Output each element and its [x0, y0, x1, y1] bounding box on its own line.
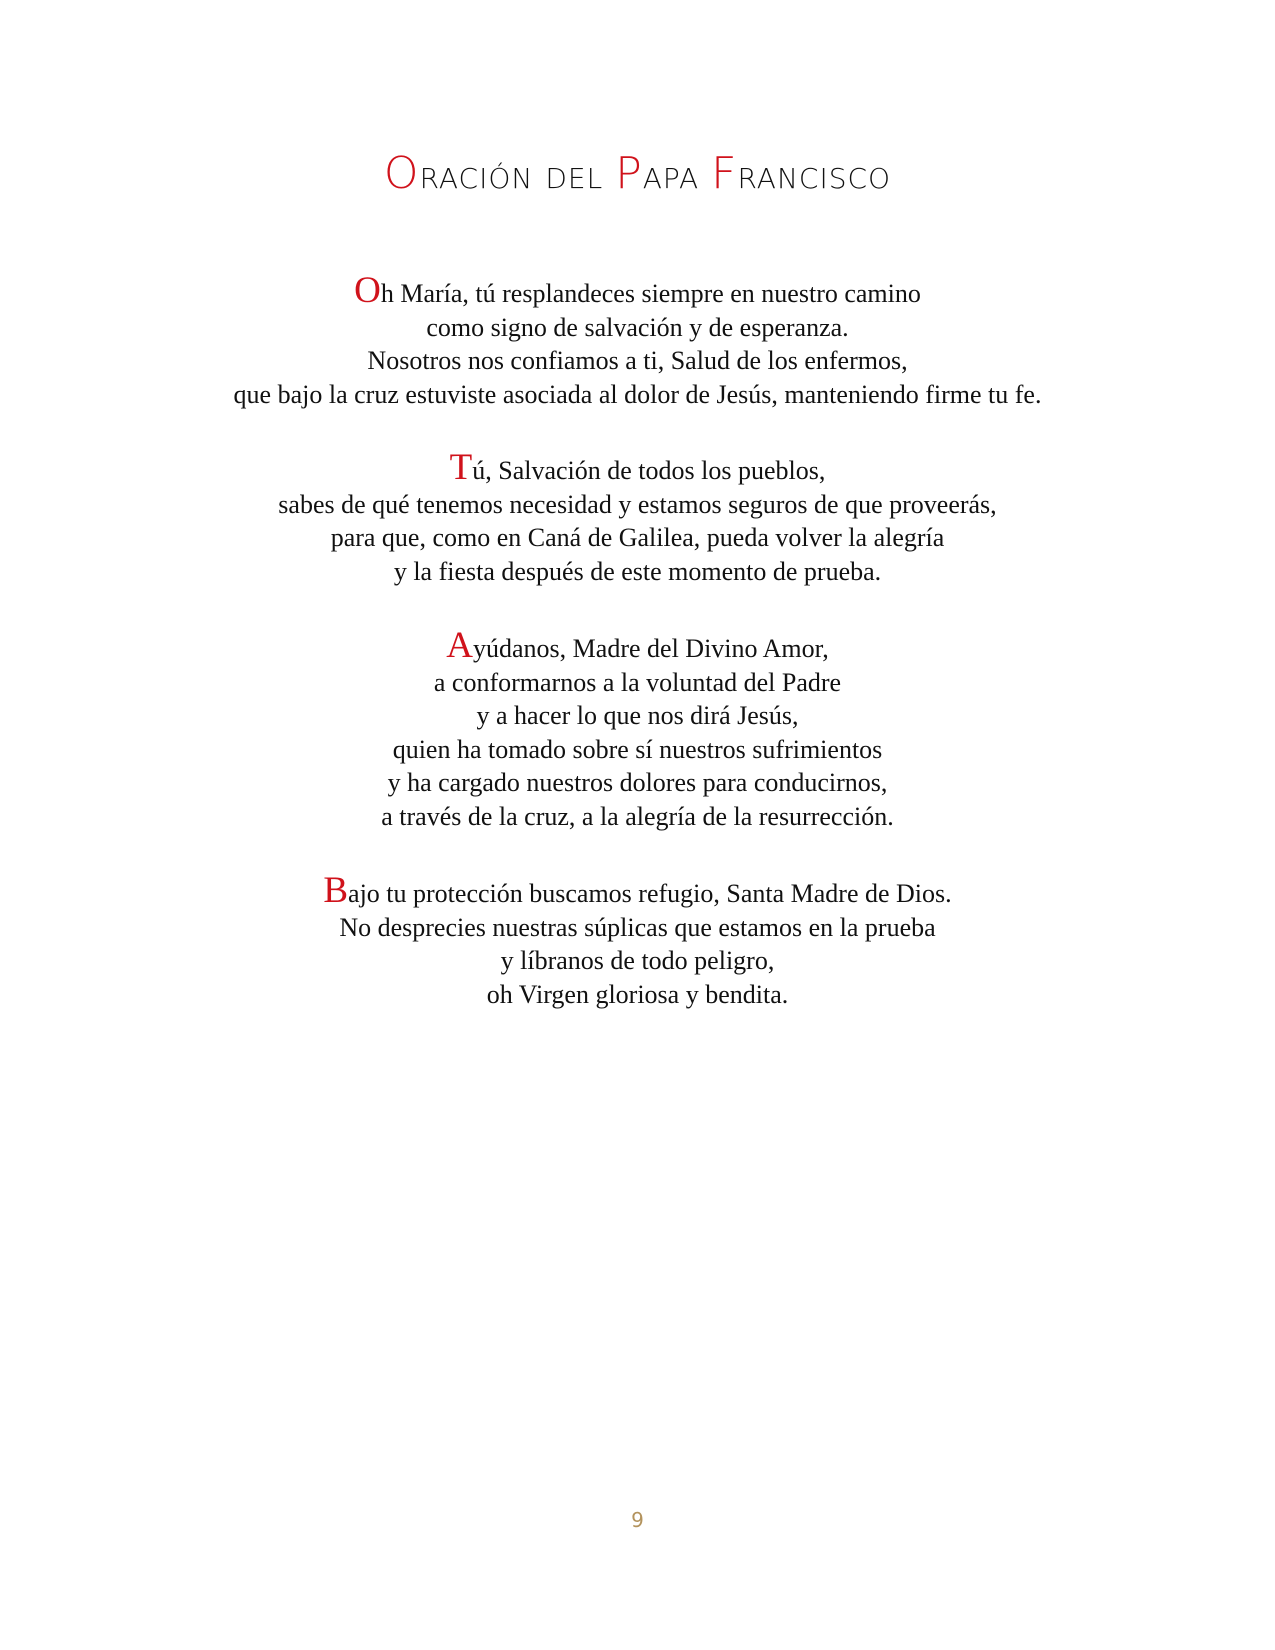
title-word-francisco	[711, 148, 892, 199]
title-word-rest: DEL	[545, 162, 604, 195]
stanza-first-line	[0, 627, 1275, 666]
page-title	[0, 148, 1275, 199]
stanza-line: y ha cargado nuestros dolores para conducirnos,	[387, 768, 888, 797]
stanza-first-line	[0, 872, 1275, 911]
stanza-initial: T	[449, 447, 473, 488]
title-word-rest: RACIÓN	[419, 162, 534, 195]
prayer-stanza	[0, 449, 1275, 588]
prayer-stanza	[0, 872, 1275, 1011]
stanza-line: a través de la cruz, a la alegría de la resurrección.	[381, 801, 894, 831]
stanza-line: oh Virgen gloriosa y bendita.	[486, 979, 789, 1009]
stanza-first-line-text: ajo tu protección buscamos refugio, Santa Madre de Dios.	[348, 879, 952, 908]
title-initial: O	[383, 148, 420, 199]
prayer-stanza	[0, 272, 1275, 411]
stanza-first-line	[0, 272, 1275, 311]
title-word-oracion	[383, 148, 534, 199]
title-word-rest: APA	[642, 162, 700, 195]
title-word-rest: RANCISCO	[737, 162, 892, 195]
title-initial: F	[711, 148, 738, 199]
page-number: 9	[631, 1508, 644, 1532]
stanza-line: y la fiesta después de este momento de prueba.	[393, 556, 882, 586]
stanza-line: y líbranos de todo peligro,	[500, 946, 775, 975]
prayer-stanza	[0, 627, 1275, 833]
stanza-first-line-text: h María, tú resplandeces siempre en nuestro camino	[380, 279, 921, 308]
stanza-line: sabes de qué tenemos necesidad y estamos seguros de que proveerás,	[278, 489, 997, 519]
stanza-initial: A	[446, 625, 474, 666]
stanza-line: como signo de salvación y de esperanza.	[426, 312, 849, 342]
title-word-del	[545, 162, 604, 195]
stanza-first-line	[0, 449, 1275, 488]
stanza-first-line-text: yúdanos, Madre del Divino Amor,	[473, 634, 829, 663]
stanza-line: quien ha tomado sobre sí nuestros sufrimientos	[392, 734, 883, 764]
stanza-line: Nosotros nos confiamos a ti, Salud de los enfermos,	[367, 346, 908, 375]
title-word-papa	[615, 148, 700, 199]
stanza-line: y a hacer lo que nos dirá Jesús,	[476, 701, 799, 730]
title-initial: P	[615, 148, 643, 199]
stanza-first-line-text: ú, Salvación de todos los pueblos,	[472, 456, 826, 485]
stanza-initial: B	[323, 870, 349, 911]
stanza-line: que bajo la cruz estuviste asociada al dolor de Jesús, manteniendo firme tu fe.	[233, 379, 1042, 409]
stanza-line: para que, como en Caná de Galilea, pueda volver la alegría	[330, 523, 945, 552]
stanza-initial: O	[354, 270, 381, 311]
stanza-line: a conformarnos a la voluntad del Padre	[433, 667, 842, 697]
stanza-line: No desprecies nuestras súplicas que estamos en la prueba	[339, 912, 936, 942]
